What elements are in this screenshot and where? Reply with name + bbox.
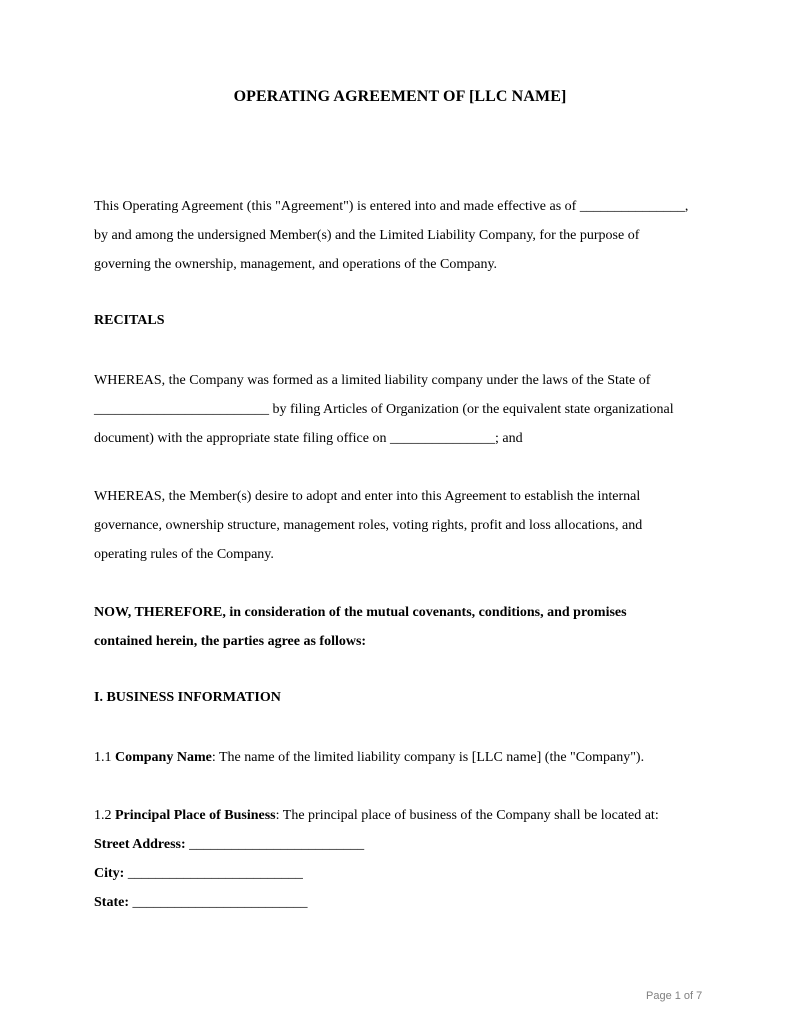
document-title: OPERATING AGREEMENT OF [LLC NAME] (233, 88, 567, 105)
whereas1-line-2: _________________________ by filing Articles of Organization (or the equivalent state organizational (94, 402, 674, 417)
recitals-heading: RECITALS (94, 313, 165, 328)
state-label: State: (94, 895, 129, 910)
now-therefore-line-1: NOW, THEREFORE, in consideration of the mutual covenants, conditions, and promises (94, 605, 627, 620)
clause-1-1-text: : The name of the limited liability company is [LLC name] (the "Company"). (211, 750, 645, 765)
state-field (94, 895, 308, 911)
now-therefore-paragraph (94, 598, 714, 656)
whereas2-line-2: governance, ownership structure, management roles, voting rights, profit and loss allocations, and (94, 518, 643, 533)
whereas1-line-1: WHEREAS, the Company was formed as a limited liability company under the laws of the State of (94, 373, 651, 388)
clause-1-2-label: Principal Place of Business (115, 808, 276, 823)
intro-paragraph (94, 192, 714, 279)
now-therefore-line-2: contained herein, the parties agree as follows: (94, 634, 367, 649)
whereas1-line-3: document) with the appropriate state filing office on _______________; and (94, 431, 523, 446)
clause-1-2-text: : The principal place of business of the Company shall be located at: (275, 808, 659, 823)
whereas-paragraph-2 (94, 482, 714, 569)
intro-line-3: governing the ownership, management, and operations of the Company. (94, 257, 498, 272)
street-address-field (94, 837, 364, 853)
clause-1-1-label: Company Name (115, 750, 212, 765)
section-1-heading: I. BUSINESS INFORMATION (94, 690, 281, 705)
clause-1-1 (94, 743, 714, 772)
whereas2-line-3: operating rules of the Company. (94, 547, 274, 562)
street-address-blank: _________________________ (185, 837, 365, 852)
street-address-label: Street Address: (94, 837, 186, 852)
clause-1-2-line (94, 801, 714, 830)
city-label: City: (94, 866, 125, 881)
page-number-footer: Page 1 of 7 (646, 990, 703, 1002)
whereas2-line-1: WHEREAS, the Member(s) desire to adopt and enter into this Agreement to establish the internal (94, 489, 641, 504)
state-blank: _________________________ (129, 895, 308, 910)
city-field (94, 866, 303, 882)
intro-line-2: by and among the undersigned Member(s) and the Limited Liability Company, for the purpose of (94, 228, 640, 243)
whereas-paragraph-1 (94, 366, 714, 453)
clause-1-1-line (94, 743, 714, 772)
clause-1-1-number: 1.1 (94, 750, 115, 765)
clause-1-2-number: 1.2 (94, 808, 115, 823)
intro-line-1: This Operating Agreement (this "Agreement") is entered into and made effective as of _______________, (94, 199, 689, 214)
city-blank: _________________________ (124, 866, 303, 881)
clause-1-2 (94, 801, 714, 830)
